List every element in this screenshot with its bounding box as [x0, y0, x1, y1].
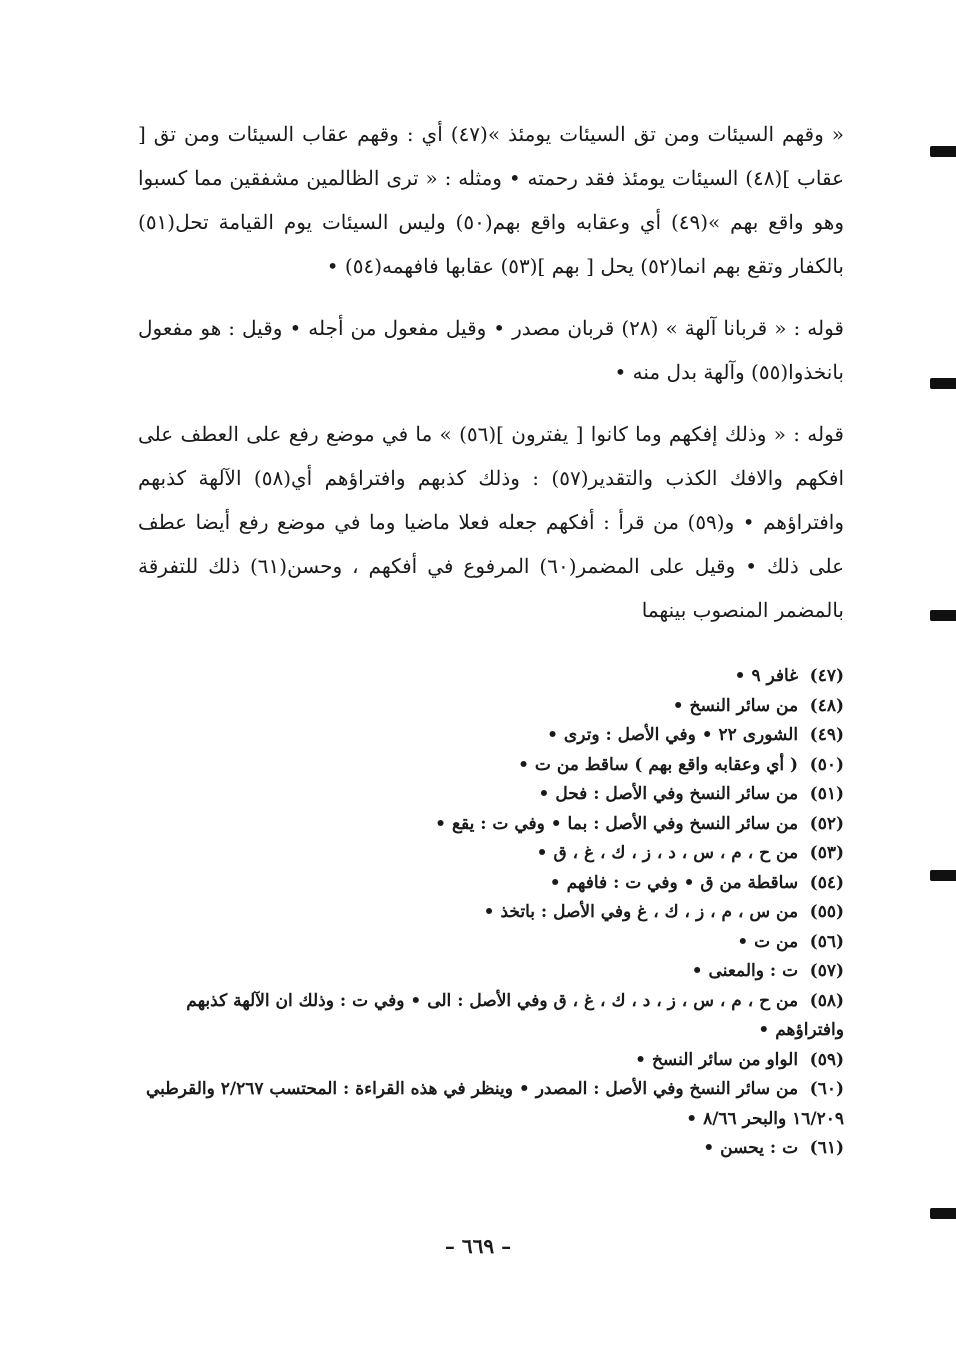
footnote-text: من ح ، م ، س ، ز ، د ، ك ، غ ، ق وفي الأصل : الى • وفي ت : وذلك ان الآلهة كذبهم وافتراؤهم • [186, 990, 844, 1040]
footnote-text: ( أي وعقابه واقع بهم ) ساقط من ت • [518, 754, 799, 775]
footnote-60 [138, 1075, 844, 1134]
footnote-text: من ح ، م ، س ، د ، ز ، ك ، غ ، ق • [536, 843, 799, 863]
footnote-58 [138, 987, 844, 1046]
footnote-number: (٤٩) [809, 725, 844, 745]
binding-edge-mark [930, 146, 956, 157]
footnote-56 [138, 928, 844, 958]
footnote-54 [138, 869, 844, 899]
footnote-text: ت : والمعنى • [691, 961, 799, 981]
footnote-53 [138, 839, 844, 869]
binding-edge-mark [930, 1208, 956, 1219]
footnote-49 [138, 721, 844, 751]
binding-edge-mark [930, 378, 956, 389]
footnote-text: من سائر النسخ وفي الأصل : بما • وفي ت : يقع • [435, 813, 799, 834]
footnote-text: غافر ٩ • [734, 666, 799, 686]
footnote-number: (٥٥) [809, 902, 844, 922]
footnote-text: من سائر النسخ وفي الأصل : فحل • [538, 784, 799, 804]
footnote-number: (٥٦) [809, 931, 844, 952]
footnote-text: ساقطة من ق • وفي ت : فافهم • [549, 872, 799, 893]
footnote-text: من س ، م ، ز ، ك ، غ وفي الأصل : باتخذ • [483, 902, 799, 922]
footnote-number: (٥٩) [809, 1049, 844, 1070]
footnote-text: الشورى ٢٢ • وفي الأصل : وترى • [547, 725, 799, 745]
footnote-50 [138, 751, 844, 781]
paragraph-2: قوله : « قربانا آلهة » (٢٨) قربان مصدر • وقيل مفعول من أجله • وقيل : هو مفعول بانخذوا(٥٥) وآلهة بدل منه • [138, 316, 844, 384]
footnote-text: الواو من سائر النسخ • [635, 1049, 799, 1070]
footnote-61 [138, 1134, 844, 1164]
page-number: – ٦٦٩ – [444, 1234, 512, 1258]
footnote-number: (٦١) [809, 1138, 844, 1158]
footnote-57 [138, 957, 844, 987]
footnote-text: من سائر النسخ • [672, 695, 799, 716]
footnote-55 [138, 898, 844, 928]
footnote-text: ت : يحسن • [703, 1138, 799, 1158]
footnote-number: (٥٧) [809, 961, 844, 981]
footnote-number: (٥٤) [809, 872, 844, 893]
footnote-number: (٥٢) [809, 813, 844, 834]
footnote-59 [138, 1046, 844, 1076]
footnote-number: (٥٣) [809, 843, 844, 863]
binding-edge-mark [930, 870, 956, 881]
footnote-number: (٥١) [809, 784, 844, 804]
footnote-number: (٦٠) [809, 1079, 844, 1099]
footnote-text: من سائر النسخ وفي الأصل : المصدر • وينظر في هذه القراءة : المحتسب ٢/٢٦٧ والقرطبي ١٦/٢٠٩ والبحر ٨/٦٦ • [145, 1079, 844, 1129]
footnote-number: (٥٠) [809, 754, 844, 775]
footnote-51 [138, 780, 844, 810]
paragraph-3: قوله : « وذلك إفكهم وما كانوا [ يفترون ](٥٦) » ما في موضع رفع على العطف على افكهم والافك الكذب والتقدير(٥٧) : وذلك كذبهم وافتراؤهم أي(٥٨) الآلهة كذبهم وافتراؤهم • و(٥٩) من قرأ : أفكهم جعله فعلا ماضيا وما في موضع رفع أيضا عطف على ذلك • وقيل على المضمر(٦٠) المرفوع في أفكهم ، وحسن(٦١) ذلك للتفرقة بالمضمر المنصوب بينهما [138, 422, 845, 622]
paragraph-1: « وقهم السيئات ومن تق السيئات يومئذ »(٤٧) أي : وقهم عقاب السيئات ومن تق [ عقاب ](٤٨) السيئات يومئذ فقد رحمته • ومثله : « ترى الظالمين مشفقين مما كسبوا وهو واقع بهم »(٤٩) أي وعقابه واقع بهم(٥٠) وليس السيئات يوم القيامة تحل(٥١) بالكفار وتقع بهم انما(٥٢) يحل [ بهم ](٥٣) عقابها فافهمه(٥٤) • [138, 122, 844, 278]
footnote-52 [138, 810, 844, 840]
footnote-number: (٤٧) [809, 666, 844, 686]
footnote-number: (٤٨) [809, 695, 844, 716]
footnote-47 [138, 662, 844, 692]
binding-edge-mark [930, 610, 956, 621]
footnote-48 [138, 692, 844, 722]
page-body [138, 112, 844, 1164]
footnotes-list [138, 662, 844, 1164]
footnote-text: من ت • [737, 931, 799, 952]
footnote-number: (٥٨) [809, 990, 844, 1011]
